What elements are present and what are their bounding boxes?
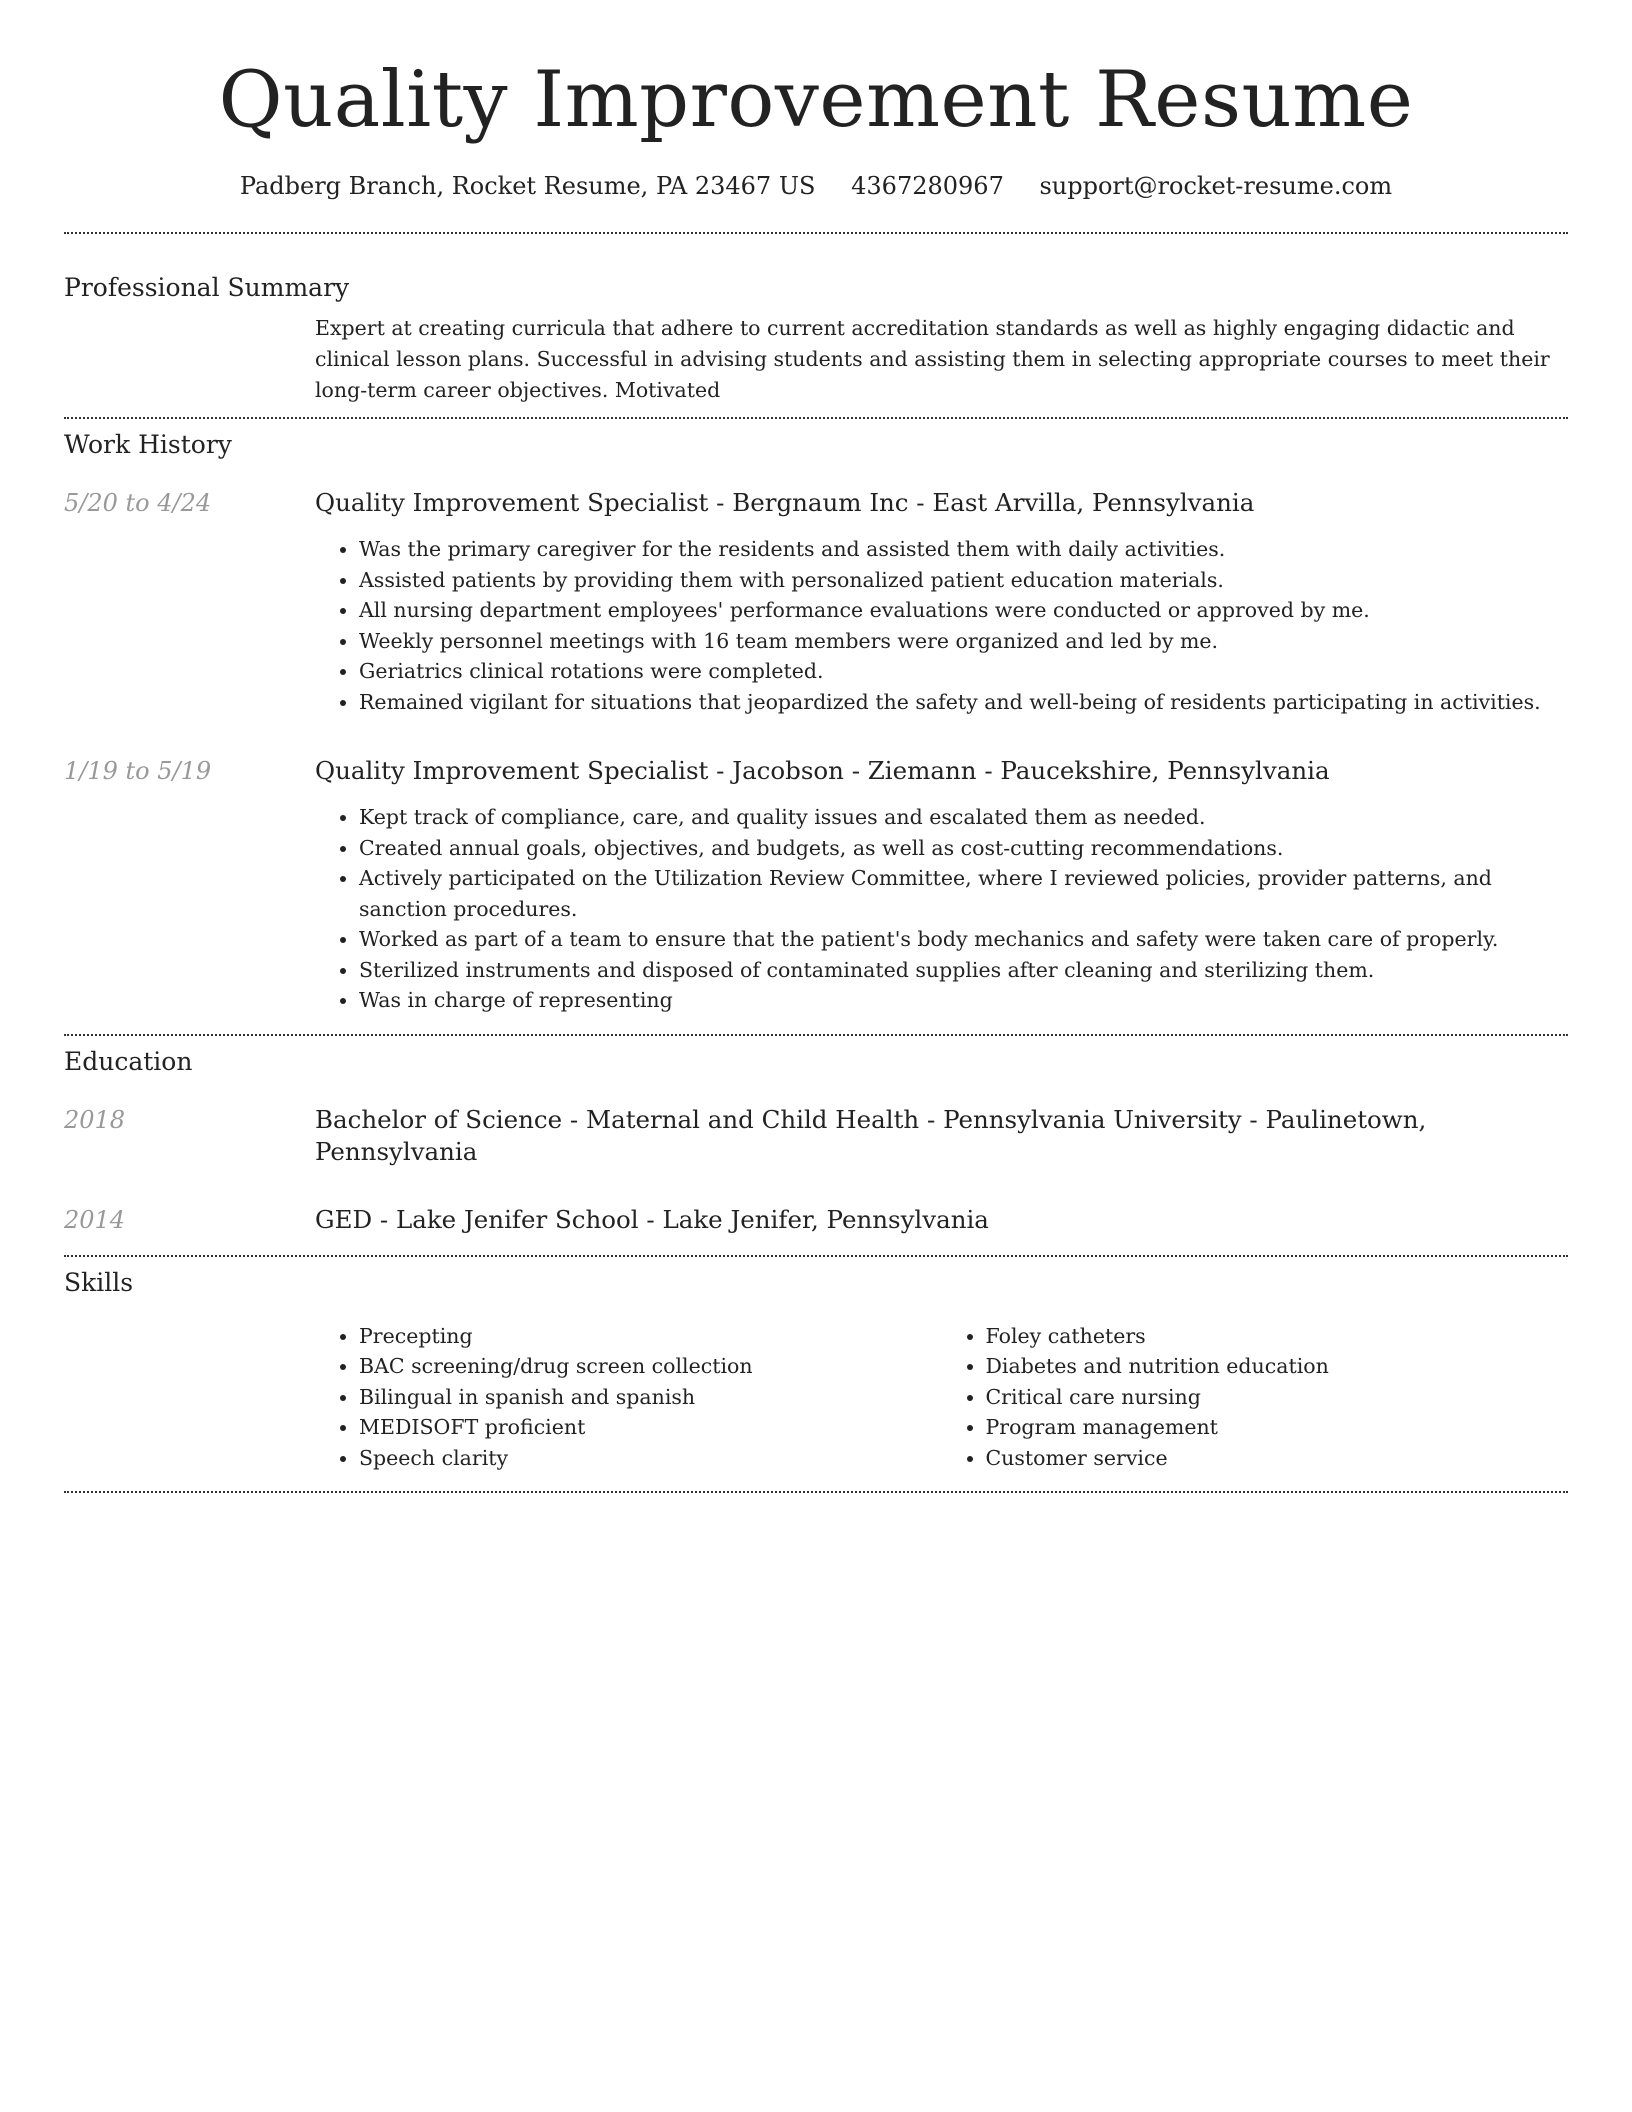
skill-item: • Speech clarity <box>359 1443 942 1474</box>
skills-list-right <box>942 1321 1569 1474</box>
job-entry <box>64 755 1568 1016</box>
list-item: • Assisted patients by providing them with personalized patient education materials. <box>359 565 1568 596</box>
education-year: 2014 <box>64 1205 126 1234</box>
skill-item: • Bilingual in spanish and spanish <box>359 1382 942 1413</box>
contact-phone: 4367280967 <box>851 172 1004 200</box>
education-entry <box>64 1204 1568 1236</box>
list-item: • Created annual goals, objectives, and budgets, as well as cost-cutting recommendations. <box>359 833 1568 864</box>
education-degree: GED <box>315 1204 373 1234</box>
resume-header <box>64 0 1568 202</box>
contact-email: support@rocket-resume.com <box>1039 172 1393 200</box>
list-item: • Was in charge of representing <box>359 985 1568 1016</box>
skill-item: • Critical care nursing <box>986 1382 1569 1413</box>
section-title-summary: Professional Summary <box>64 273 350 302</box>
resume-page <box>64 0 1568 1493</box>
job-heading <box>315 755 1568 787</box>
section-title-education: Education <box>64 1046 193 1076</box>
skill-item: • Program management <box>986 1412 1569 1443</box>
divider <box>64 1491 1568 1493</box>
education-entry <box>64 1104 1568 1168</box>
job-role: Quality Improvement Specialist <box>315 756 709 785</box>
resume-title: Quality Improvement Resume <box>218 55 1414 145</box>
education-details: - Pennsylvania University - Paulinetown, Pennsylvania <box>315 1104 1427 1166</box>
contact-address: Padberg Branch, Rocket Resume, PA 23467 US <box>239 172 816 200</box>
education-heading <box>315 1104 1568 1168</box>
education-heading <box>315 1204 1568 1236</box>
skill-item: • Foley catheters <box>986 1321 1569 1352</box>
job-bullets <box>315 802 1568 1016</box>
job-heading <box>315 487 1568 519</box>
skills-list-left <box>315 1321 942 1474</box>
skill-item: • BAC screening/drug screen collection <box>359 1351 942 1382</box>
education-details: - Lake Jenifer School - Lake Jenifer, Pennsylvania <box>372 1204 989 1234</box>
education-year: 2018 <box>64 1105 126 1134</box>
summary-text: Expert at creating curricula that adhere to current accreditation standards as well as highly engaging didactic and clinical lesson plans. Successful in advising students and assisting them in selecting appropriate courses to meet their long-term career objectives. Motivated <box>315 316 1550 402</box>
education-section <box>64 1036 1568 1236</box>
list-item: • Remained vigilant for situations that jeopardized the safety and well-being of residents participating in activities. <box>359 687 1568 718</box>
job-dates: 1/19 to 5/19 <box>64 757 212 785</box>
list-item: • All nursing department employees' performance evaluations were conducted or approved by me. <box>359 595 1568 626</box>
summary-section <box>64 234 1568 406</box>
list-item: • Weekly personnel meetings with 16 team members were organized and led by me. <box>359 626 1568 657</box>
skills-section <box>64 1257 1568 1474</box>
skill-item: • Customer service <box>986 1443 1569 1474</box>
list-item: • Actively participated on the Utilization Review Committee, where I reviewed policies, provider patterns, and sanction procedures. <box>359 863 1568 924</box>
skill-item: • Precepting <box>359 1321 942 1352</box>
job-bullets <box>315 534 1568 717</box>
education-degree: Bachelor of Science - Maternal and Child Health <box>315 1104 920 1134</box>
skill-item: • Diabetes and nutrition education <box>986 1351 1569 1382</box>
contact-line <box>64 170 1568 202</box>
job-entry <box>64 487 1568 717</box>
job-role: Quality Improvement Specialist <box>315 488 709 517</box>
section-title-work: Work History <box>64 430 232 459</box>
section-title-skills: Skills <box>64 1267 134 1297</box>
skill-item: • MEDISOFT proficient <box>359 1412 942 1443</box>
job-dates: 5/20 to 4/24 <box>64 489 212 517</box>
list-item: • Worked as part of a team to ensure that the patient's body mechanics and safety were taken care of properly. <box>359 924 1568 955</box>
job-details: - Bergnaum Inc - East Arvilla, Pennsylvania <box>708 488 1255 517</box>
list-item: • Sterilized instruments and disposed of contaminated supplies after cleaning and sterilizing them. <box>359 955 1568 986</box>
list-item: • Was the primary caregiver for the residents and assisted them with daily activities. <box>359 534 1568 565</box>
job-details: - Jacobson - Ziemann - Paucekshire, Pennsylvania <box>708 756 1330 785</box>
work-history-section <box>64 419 1568 1016</box>
list-item: • Geriatrics clinical rotations were completed. <box>359 656 1568 687</box>
list-item: • Kept track of compliance, care, and quality issues and escalated them as needed. <box>359 802 1568 833</box>
skills-grid <box>315 1321 1568 1474</box>
